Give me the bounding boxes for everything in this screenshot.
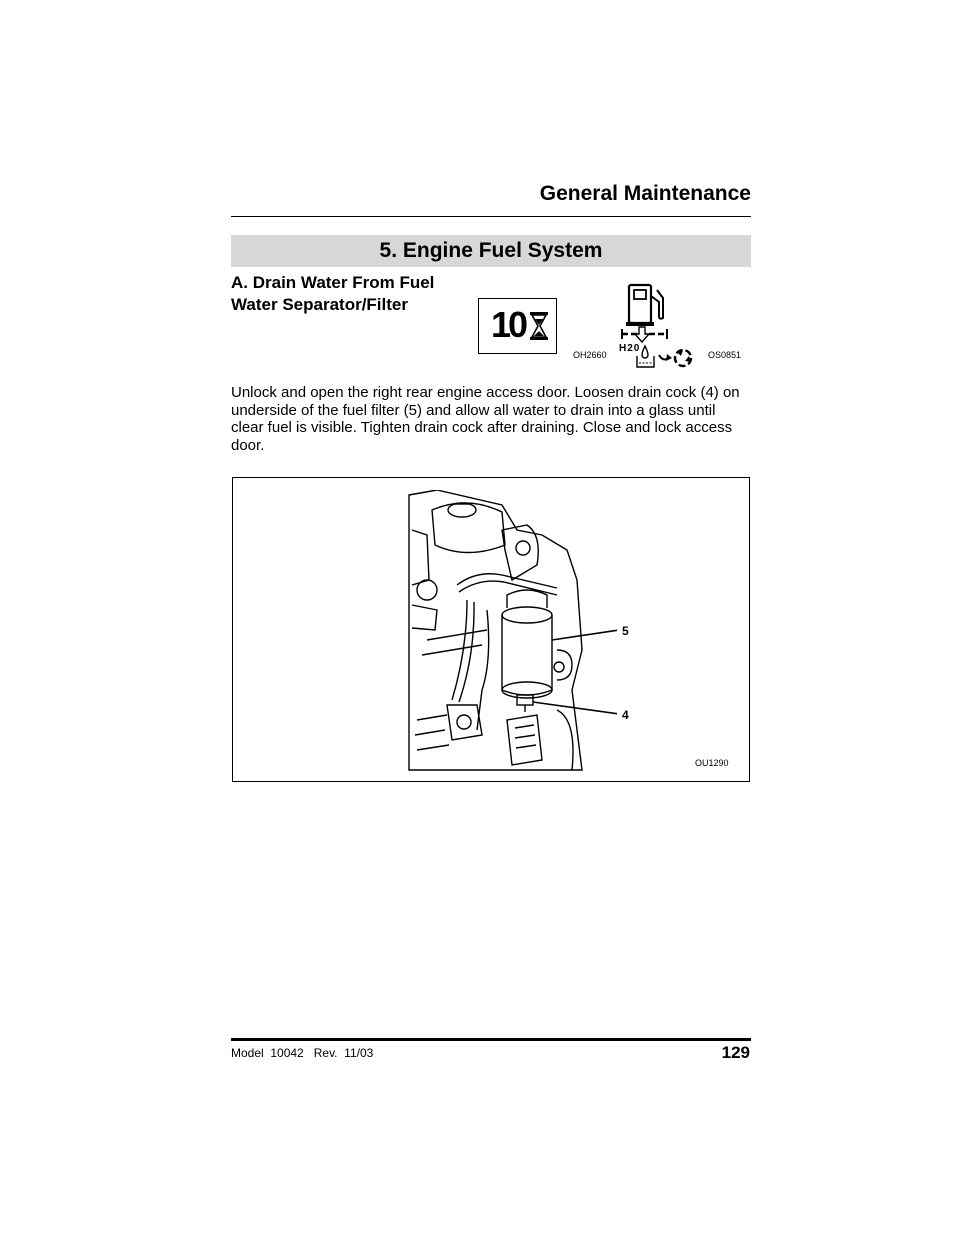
figure-code: OU1290	[695, 758, 729, 768]
header-divider	[231, 216, 751, 217]
footer-divider	[231, 1038, 751, 1041]
engine-fuel-filter-illustration	[407, 490, 617, 775]
service-interval-box	[478, 298, 557, 354]
header-title: General Maintenance	[539, 182, 751, 205]
section-title: 5. Engine Fuel System	[379, 239, 603, 262]
subsection-heading-line1: A. Drain Water From Fuel	[231, 273, 435, 292]
figure-frame	[232, 477, 750, 782]
service-interval-value: 10	[491, 304, 526, 345]
callout-drain-cock: 4	[622, 708, 629, 722]
symbol-code-left: OH2660	[573, 350, 607, 360]
hourglass-icon	[529, 312, 549, 340]
footer-model-revision: Model 10042 Rev. 11/03	[231, 1046, 374, 1060]
water-label: H20	[619, 343, 641, 354]
subsection-heading-line2: Water Separator/Filter	[231, 295, 408, 314]
section-bar	[231, 235, 751, 267]
callout-fuel-filter: 5	[622, 624, 629, 638]
subsection-heading	[231, 272, 481, 316]
fuel-pump-water-drain-icon	[617, 282, 697, 376]
page-number: 129	[721, 1043, 750, 1062]
symbol-code-right: OS0851	[708, 350, 742, 360]
instruction-paragraph: Unlock and open the right rear engine access door. Loosen drain cock (4) on underside of the fuel filter (5) and allow all water to drain into a glass until clear fuel is visible. Tighten drain cock after draining. Close and lock access door.	[231, 384, 740, 454]
